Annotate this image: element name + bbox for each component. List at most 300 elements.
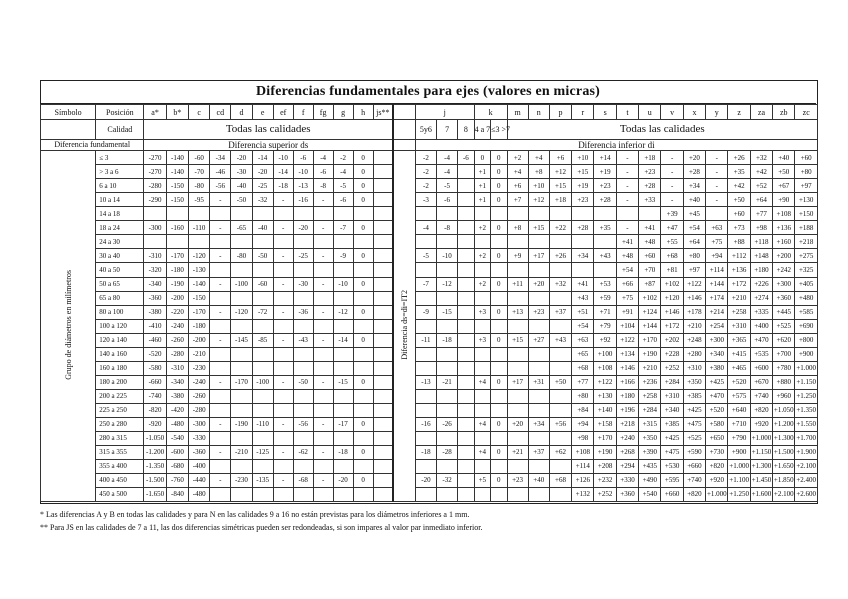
- table-cell: +7: [507, 193, 528, 207]
- table-cell: -5: [437, 179, 458, 193]
- table-cell: +525: [773, 319, 795, 333]
- table-cell: +268: [616, 445, 638, 459]
- table-cell: +470: [750, 333, 772, 347]
- table-cell: +480: [795, 291, 818, 305]
- table-cell: -400: [189, 459, 210, 473]
- table-cell: +60: [795, 151, 818, 165]
- table-cell: +12: [549, 165, 571, 179]
- table-cell: [293, 459, 313, 473]
- diameter-range: 315 a 355: [96, 445, 144, 459]
- table-cell: [474, 347, 490, 361]
- table-cell: [437, 403, 458, 417]
- table-cell: +53: [594, 277, 616, 291]
- table-cell: [293, 235, 313, 249]
- table-cell: +960: [773, 389, 795, 403]
- table-cell: [415, 291, 436, 305]
- table-cell: +415: [728, 347, 750, 361]
- table-cell: +23: [572, 193, 594, 207]
- table-cell: [252, 347, 273, 361]
- table-cell: +900: [795, 347, 818, 361]
- table-cell: [458, 487, 474, 501]
- table-cell: +60: [728, 207, 750, 221]
- table-cell: +690: [795, 319, 818, 333]
- table-cell: [474, 459, 490, 473]
- table-cell: [333, 389, 353, 403]
- table-cell: +294: [616, 459, 638, 473]
- table-cell: +6: [549, 151, 571, 165]
- table-cell: +28: [683, 165, 705, 179]
- table-cell: +218: [795, 235, 818, 249]
- table-cell: +80: [795, 165, 818, 179]
- table-cell: -5: [333, 179, 353, 193]
- table-cell: +740: [750, 389, 772, 403]
- table-cell: +75: [706, 235, 728, 249]
- position-left-2: c: [189, 105, 210, 120]
- table-cell: +102: [639, 291, 661, 305]
- table-cell: 0: [353, 375, 373, 389]
- table-cell: -1.200: [144, 445, 166, 459]
- table-cell: [293, 389, 313, 403]
- table-cell: [373, 263, 393, 277]
- table-cell: +65: [572, 347, 594, 361]
- table-cell: [313, 347, 333, 361]
- table-cell: [293, 361, 313, 375]
- table-cell: [252, 459, 273, 473]
- table-cell: -: [210, 417, 231, 431]
- table-cell: +595: [661, 473, 683, 487]
- table-cell: +11: [507, 277, 528, 291]
- table-cell: -6: [313, 165, 333, 179]
- table-cell: [273, 291, 293, 305]
- table-cell: +252: [594, 487, 616, 501]
- table-cell: -18: [333, 445, 353, 459]
- table-cell: -4: [415, 221, 436, 235]
- table-cell: +258: [728, 305, 750, 319]
- diameter-range: ≤ 3: [96, 151, 144, 165]
- table-cell: +780: [773, 361, 795, 375]
- table-cell: -70: [189, 165, 210, 179]
- table-cell: +146: [616, 361, 638, 375]
- table-cell: [474, 487, 490, 501]
- table-cell: +188: [795, 221, 818, 235]
- table-cell: +32: [750, 151, 772, 165]
- table-cell: -21: [437, 375, 458, 389]
- position-j: j: [415, 105, 474, 120]
- table-cell: [528, 207, 549, 221]
- j-quality-1: 7: [437, 120, 458, 139]
- table-cell: [458, 473, 474, 487]
- table-cell: +50: [549, 375, 571, 389]
- table-cell: -330: [189, 431, 210, 445]
- table-cell: [507, 403, 528, 417]
- table-cell: -13: [415, 375, 436, 389]
- table-cell: +27: [528, 333, 549, 347]
- table-cell: +55: [661, 235, 683, 249]
- table-cell: -28: [437, 445, 458, 459]
- table-cell: [353, 347, 373, 361]
- table-cell: [491, 361, 507, 375]
- table-cell: +300: [773, 277, 795, 291]
- table-cell: [415, 389, 436, 403]
- table-cell: [507, 207, 528, 221]
- table-cell: +202: [661, 333, 683, 347]
- table-cell: [474, 389, 490, 403]
- table-cell: -200: [189, 333, 210, 347]
- table-cell: [491, 403, 507, 417]
- table-cell: -: [616, 151, 638, 165]
- table-cell: +108: [594, 361, 616, 375]
- table-cell: -: [313, 221, 333, 235]
- table-cell: +75: [616, 291, 638, 305]
- table-cell: [373, 431, 393, 445]
- table-cell: +178: [683, 305, 705, 319]
- table-cell: +2.100: [773, 487, 795, 501]
- table-cell: -: [273, 445, 293, 459]
- table-cell: +71: [594, 305, 616, 319]
- table-cell: +1.650: [773, 459, 795, 473]
- table-cell: +1.000: [795, 361, 818, 375]
- table-cell: [231, 347, 252, 361]
- table-cell: +28: [594, 193, 616, 207]
- table-cell: -270: [144, 165, 166, 179]
- table-cell: -140: [166, 165, 188, 179]
- diameter-range: 65 a 80: [96, 291, 144, 305]
- table-cell: [293, 487, 313, 501]
- table-cell: [491, 347, 507, 361]
- table-cell: [437, 235, 458, 249]
- table-cell: +54: [683, 221, 705, 235]
- position-left-4: d: [231, 105, 252, 120]
- table-cell: +340: [706, 347, 728, 361]
- table-cell: +360: [773, 291, 795, 305]
- table-cell: +84: [572, 403, 594, 417]
- table-cell: -8: [313, 179, 333, 193]
- table-cell: [437, 263, 458, 277]
- table-cell: +146: [661, 305, 683, 319]
- table-cell: -14: [273, 165, 293, 179]
- table-cell: [293, 263, 313, 277]
- table-cell: +2.100: [795, 459, 818, 473]
- table-cell: [373, 375, 393, 389]
- table-cell: [210, 431, 231, 445]
- table-cell: [293, 431, 313, 445]
- table-cell: +210: [683, 319, 705, 333]
- table-cell: [491, 431, 507, 445]
- table-cell: +104: [616, 319, 638, 333]
- table-cell: 0: [491, 193, 507, 207]
- position-right-9: v: [661, 105, 683, 120]
- table-cell: +98: [750, 221, 772, 235]
- table-cell: [333, 347, 353, 361]
- table-cell: [210, 263, 231, 277]
- table-cell: [373, 179, 393, 193]
- table-cell: -360: [189, 445, 210, 459]
- table-cell: [528, 403, 549, 417]
- table-cell: +470: [706, 389, 728, 403]
- table-cell: +208: [594, 459, 616, 473]
- table-cell: 0: [353, 417, 373, 431]
- table-cell: +275: [795, 249, 818, 263]
- table-cell: +34: [528, 417, 549, 431]
- table-cell: -25: [293, 249, 313, 263]
- table-cell: [458, 319, 474, 333]
- table-cell: [210, 291, 231, 305]
- table-cell: [313, 291, 333, 305]
- table-cell: [528, 389, 549, 403]
- table-cell: 0: [353, 193, 373, 207]
- table-cell: -: [313, 473, 333, 487]
- table-cell: +2: [507, 151, 528, 165]
- table-cell: -135: [252, 473, 273, 487]
- fundamental-deviations-table: [40, 104, 818, 502]
- j-quality-0: 5y6: [415, 120, 436, 139]
- table-cell: [252, 431, 273, 445]
- table-cell: [373, 207, 393, 221]
- table-cell: +900: [728, 445, 750, 459]
- table-cell: +146: [683, 291, 705, 305]
- table-cell: [231, 263, 252, 277]
- table-cell: +52: [750, 179, 772, 193]
- position-left-0: a*: [144, 105, 166, 120]
- table-cell: -68: [293, 473, 313, 487]
- table-cell: [415, 459, 436, 473]
- table-cell: [549, 319, 571, 333]
- table-cell: [528, 487, 549, 501]
- table-cell: [373, 473, 393, 487]
- table-cell: +56: [549, 417, 571, 431]
- table-cell: -16: [415, 417, 436, 431]
- table-cell: [273, 459, 293, 473]
- table-cell: -18: [437, 333, 458, 347]
- table-cell: -50: [293, 375, 313, 389]
- table-cell: +14: [594, 151, 616, 165]
- table-cell: -140: [189, 277, 210, 291]
- table-cell: +1.000: [750, 431, 772, 445]
- table-cell: +17: [528, 249, 549, 263]
- table-cell: +23: [594, 179, 616, 193]
- table-cell: +228: [661, 347, 683, 361]
- table-cell: [549, 389, 571, 403]
- table-cell: -: [616, 221, 638, 235]
- table-cell: -8: [437, 221, 458, 235]
- diameter-range: 400 a 450: [96, 473, 144, 487]
- table-cell: +350: [639, 431, 661, 445]
- table-cell: [333, 431, 353, 445]
- position-right-15: zc: [795, 105, 818, 120]
- position-left-6: ef: [273, 105, 293, 120]
- table-cell: -7: [415, 277, 436, 291]
- table-cell: [373, 445, 393, 459]
- table-cell: +350: [683, 375, 705, 389]
- table-cell: [373, 291, 393, 305]
- table-cell: +385: [683, 389, 705, 403]
- table-cell: +34: [572, 249, 594, 263]
- table-cell: +620: [773, 333, 795, 347]
- table-cell: +22: [549, 221, 571, 235]
- table-cell: +4: [474, 417, 490, 431]
- table-cell: [252, 207, 273, 221]
- table-cell: 0: [491, 249, 507, 263]
- table-cell: -80: [189, 179, 210, 193]
- table-cell: +6: [507, 179, 528, 193]
- table-cell: +88: [728, 235, 750, 249]
- table-cell: +445: [773, 305, 795, 319]
- table-cell: [549, 263, 571, 277]
- table-cell: -4: [333, 165, 353, 179]
- table-cell: [231, 389, 252, 403]
- table-cell: +172: [661, 319, 683, 333]
- table-cell: +1.900: [795, 445, 818, 459]
- table-cell: [507, 389, 528, 403]
- table-cell: +1.050: [773, 403, 795, 417]
- table-cell: +43: [594, 249, 616, 263]
- table-cell: +42: [728, 179, 750, 193]
- table-cell: +37: [549, 305, 571, 319]
- table-cell: -: [273, 221, 293, 235]
- table-cell: +1.700: [795, 431, 818, 445]
- table-cell: -210: [231, 445, 252, 459]
- table-cell: +1.150: [795, 375, 818, 389]
- table-cell: -160: [166, 221, 188, 235]
- position-left-7: f: [293, 105, 313, 120]
- table-cell: -25: [252, 179, 273, 193]
- table-cell: -740: [144, 389, 166, 403]
- table-cell: [415, 207, 436, 221]
- table-cell: 0: [491, 277, 507, 291]
- table-cell: -: [661, 165, 683, 179]
- table-cell: [572, 207, 594, 221]
- table-cell: -: [706, 193, 728, 207]
- table-cell: -270: [144, 151, 166, 165]
- table-cell: +54: [572, 319, 594, 333]
- table-cell: -: [210, 305, 231, 319]
- table-cell: -56: [210, 179, 231, 193]
- table-cell: +81: [661, 263, 683, 277]
- diameter-range: 14 a 18: [96, 207, 144, 221]
- table-cell: [528, 319, 549, 333]
- table-cell: +20: [507, 417, 528, 431]
- table-cell: -1.350: [144, 459, 166, 473]
- table-cell: [458, 179, 474, 193]
- table-cell: [252, 291, 273, 305]
- table-cell: +3: [474, 305, 490, 319]
- table-cell: +274: [750, 291, 772, 305]
- table-cell: [528, 347, 549, 361]
- table-cell: -820: [144, 403, 166, 417]
- table-cell: +170: [594, 431, 616, 445]
- table-cell: -11: [415, 333, 436, 347]
- diameter-group-label: Grupo de diámetros en milímetros: [41, 151, 96, 502]
- position-right-11: y: [706, 105, 728, 120]
- table-cell: +10: [572, 151, 594, 165]
- table-cell: +48: [639, 235, 661, 249]
- table-cell: -680: [166, 459, 188, 473]
- table-cell: -170: [189, 305, 210, 319]
- table-cell: -40: [252, 221, 273, 235]
- table-cell: [549, 207, 571, 221]
- table-cell: -: [273, 417, 293, 431]
- table-cell: [273, 487, 293, 501]
- table-cell: -4: [437, 165, 458, 179]
- table-cell: -230: [231, 473, 252, 487]
- table-cell: [437, 389, 458, 403]
- table-cell: -380: [144, 305, 166, 319]
- table-cell: +12: [528, 193, 549, 207]
- table-cell: -6: [437, 193, 458, 207]
- table-cell: [458, 291, 474, 305]
- table-cell: [458, 459, 474, 473]
- table-cell: -760: [166, 473, 188, 487]
- table-cell: [491, 207, 507, 221]
- diameter-range: 80 a 100: [96, 305, 144, 319]
- table-cell: -80: [231, 249, 252, 263]
- table-cell: -100: [252, 375, 273, 389]
- table-cell: [373, 319, 393, 333]
- table-cell: +43: [549, 333, 571, 347]
- table-cell: [231, 207, 252, 221]
- table-cell: -34: [210, 151, 231, 165]
- table-cell: +112: [728, 249, 750, 263]
- diameter-range: 200 a 225: [96, 389, 144, 403]
- table-cell: -9: [333, 249, 353, 263]
- table-cell: [549, 291, 571, 305]
- table-cell: +166: [616, 375, 638, 389]
- table-cell: [353, 291, 373, 305]
- table-cell: +196: [616, 403, 638, 417]
- table-cell: +43: [572, 291, 594, 305]
- table-cell: +258: [639, 389, 661, 403]
- table-cell: -56: [293, 417, 313, 431]
- table-cell: [210, 487, 231, 501]
- table-cell: +97: [683, 263, 705, 277]
- table-cell: -43: [293, 333, 313, 347]
- table-cell: -190: [231, 417, 252, 431]
- table-cell: +360: [616, 487, 638, 501]
- table-cell: [458, 221, 474, 235]
- table-cell: -1.650: [144, 487, 166, 501]
- table-cell: [437, 319, 458, 333]
- table-cell: -280: [189, 403, 210, 417]
- table-cell: [373, 361, 393, 375]
- position-k: k: [474, 105, 507, 120]
- table-cell: [528, 291, 549, 305]
- table-cell: -440: [189, 473, 210, 487]
- table-cell: +122: [683, 277, 705, 291]
- table-cell: [594, 235, 616, 249]
- table-cell: -: [313, 375, 333, 389]
- table-cell: [373, 487, 393, 501]
- table-cell: +4: [474, 375, 490, 389]
- table-cell: +660: [661, 487, 683, 501]
- table-cell: -120: [231, 305, 252, 319]
- diameter-range: 18 a 24: [96, 221, 144, 235]
- table-cell: +1.150: [750, 445, 772, 459]
- table-cell: +18: [639, 151, 661, 165]
- table-cell: [507, 235, 528, 249]
- table-cell: +20: [528, 277, 549, 291]
- table-cell: -60: [189, 151, 210, 165]
- table-cell: +880: [773, 375, 795, 389]
- table-cell: -340: [144, 277, 166, 291]
- table-cell: [313, 459, 333, 473]
- table-cell: [549, 459, 571, 473]
- table-cell: -460: [144, 333, 166, 347]
- table-cell: [231, 459, 252, 473]
- table-cell: [273, 431, 293, 445]
- table-cell: [616, 207, 638, 221]
- table-cell: [415, 361, 436, 375]
- table-cell: +97: [795, 179, 818, 193]
